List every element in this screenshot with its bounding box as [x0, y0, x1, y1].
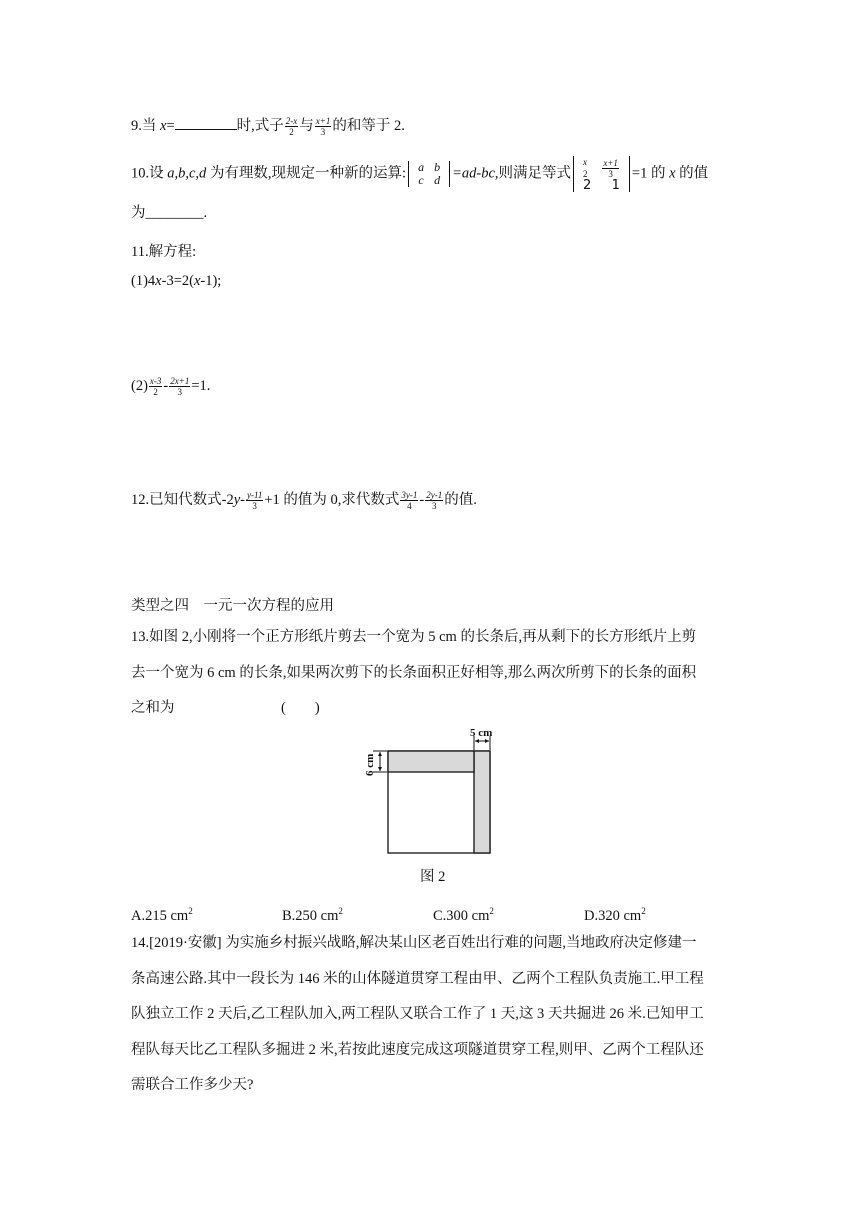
q12-f1-num: y-11 — [247, 490, 263, 501]
q9-eq: = — [166, 118, 175, 134]
det2-frac-num: x+1 — [603, 157, 618, 168]
q11-p2-fraction-1 — [149, 376, 163, 397]
option-a[interactable] — [131, 901, 193, 926]
q12-minus: - — [240, 492, 245, 508]
question-14-line5: 需联合工作多少天? — [131, 1077, 254, 1093]
q9-answer-blank[interactable] — [175, 129, 237, 130]
q9-mid: 时,式子 — [236, 118, 284, 134]
q12-end: 的值. — [444, 492, 477, 508]
question-9 — [131, 116, 405, 137]
option-a-sup: 2 — [188, 906, 193, 916]
option-b[interactable] — [282, 901, 343, 926]
det2-two: 2 — [583, 178, 592, 193]
answer-paren[interactable]: ( ) — [281, 700, 320, 716]
q11-f1-den: 2 — [153, 387, 158, 398]
q11-f2-num: 2x+1 — [170, 376, 190, 387]
option-d-sup: 2 — [641, 906, 646, 916]
det-c: c — [418, 173, 424, 187]
question-12 — [131, 490, 477, 511]
option-c[interactable] — [433, 901, 494, 926]
question-14-line2: 条高速公路.其中一段长为 146 米的山体隧道贯穿工程由甲、乙两个工程队负责施工.甲工程 — [131, 971, 704, 987]
det2-x-den: 2 — [583, 169, 588, 179]
q10-determinant-def — [408, 161, 450, 187]
question-13-line2: 去一个宽为 6 cm 的长条,如果两次剪下的长条面积正好相等,那么两次所剪下的长条的面积 — [131, 665, 697, 681]
q10-text1: 为有理数,现规定一种新的运算: — [206, 165, 407, 182]
question-10 — [131, 156, 708, 192]
q11-p2-end: =1. — [191, 378, 211, 394]
question-14-line3: 队独立工作 2 天后,乙工程队加入,两工程队又联合工作了 1 天,这 3 天共掘进 26 米.已知甲工 — [131, 1006, 704, 1022]
q10-eq-def: =ad-bc — [452, 165, 495, 182]
det2-one: 1 — [611, 178, 620, 193]
q9-fraction-2 — [315, 116, 332, 137]
dim-6-arrowhead-bottom — [378, 767, 382, 771]
q10-text2: ,则满足等式 — [494, 165, 572, 182]
figure-caption: 图 2 — [420, 869, 446, 885]
q10-text3: =1 的 — [631, 165, 670, 182]
q10-determinant-eq — [573, 156, 630, 192]
q10-vars: a,b,c,d — [167, 165, 207, 182]
det2-x: x — [583, 157, 588, 167]
q9-fraction-1 — [285, 116, 299, 137]
q10-var: x — [669, 165, 676, 182]
question-11-part2 — [131, 376, 210, 397]
q10-prefix: 10.设 — [131, 165, 168, 182]
dim-6-label: 6 cm — [364, 753, 376, 776]
det-b: b — [434, 160, 441, 174]
q9-var: x — [160, 118, 167, 134]
section-title: 类型之四 一元一次方程的应用 — [131, 598, 334, 614]
q9-prefix: 9.当 — [131, 118, 160, 134]
q9-f2-den: 3 — [320, 127, 326, 138]
q11-f2-den: 3 — [177, 387, 183, 398]
det2-frac — [602, 158, 619, 179]
q12-f2-num: 3y-1 — [401, 490, 418, 501]
option-c-sup: 2 — [489, 906, 494, 916]
q12-mid: +1 的值为 0,求代数式 — [264, 492, 400, 508]
q11-p2-minus: - — [163, 378, 169, 394]
strip-horizontal — [388, 751, 474, 772]
det-d: d — [434, 173, 441, 187]
question-10-line2: 为________. — [131, 205, 208, 221]
option-d[interactable] — [584, 901, 646, 926]
dim-5-arrowhead-left — [475, 739, 479, 743]
q12-f3-den: 3 — [431, 501, 437, 512]
dim-6-arrowhead-top — [378, 752, 382, 756]
q12-f1-den: 3 — [252, 501, 257, 512]
q11-p1-pre: (1)4 — [131, 273, 156, 289]
dim-5-label: 5 cm — [470, 727, 493, 739]
q11-p1-x: x — [155, 273, 162, 289]
figure-2 — [0, 722, 860, 882]
q9-f2-num: x+1 — [315, 116, 331, 127]
q11-f1-num: x-3 — [149, 376, 162, 387]
q12-f2-den: 4 — [407, 501, 412, 512]
q12-fraction-3 — [425, 490, 443, 511]
q9-f1-den: 2 — [289, 127, 294, 138]
question-13-line1: 13.如图 2,小刚将一个正方形纸片剪去一个宽为 5 cm 的长条后,再从剩下的长方形纸片上剪 — [131, 629, 697, 645]
q10-text4: 的值 — [675, 165, 709, 182]
strip-vertical — [474, 751, 490, 853]
option-d-label: D.320 cm — [584, 907, 642, 924]
option-c-label: C.300 cm — [433, 907, 490, 924]
question-11-title: 11.解方程: — [131, 244, 197, 260]
q9-f1-num: 2-x — [285, 116, 298, 127]
option-a-label: A.215 cm — [131, 907, 189, 924]
det-a: a — [418, 160, 425, 174]
question-11-part1 — [131, 271, 221, 291]
question-14-line1: 14.[2019·安徽] 为实施乡村振兴战略,解决某山区老百姓出行难的问题,当地政府决定修建一 — [131, 935, 697, 951]
q12-y: y — [233, 492, 241, 508]
q11-p2-fraction-2 — [169, 376, 190, 397]
q11-p1-mid: -3=2( — [161, 273, 194, 289]
q11-p2-pre: (2) — [131, 378, 148, 394]
option-b-sup: 2 — [338, 906, 343, 916]
q12-f3-num: 2y-1 — [426, 490, 443, 501]
q9-and: 与 — [299, 118, 314, 134]
q9-suffix: 的和等于 2. — [332, 118, 405, 134]
q12-fraction-2 — [400, 490, 418, 511]
q13-line3-text: 之和为 — [131, 700, 175, 716]
dim-5-arrowhead-right — [485, 739, 489, 743]
option-b-label: B.250 cm — [282, 907, 339, 924]
q12-fraction-1 — [246, 490, 263, 511]
question-13-line3 — [131, 698, 175, 718]
q11-p1-x2: x — [193, 273, 201, 289]
q11-p1-end: -1); — [200, 273, 222, 289]
det2-frac-den: 3 — [608, 168, 613, 179]
q12-pre: 12.已知代数式-2 — [131, 492, 234, 508]
question-14-line4: 程队每天比乙工程队多掘进 2 米,若按此速度完成这项隧道贯穿工程,则甲、乙两个工程队还 — [131, 1042, 704, 1058]
q12-minus2: - — [419, 492, 425, 508]
